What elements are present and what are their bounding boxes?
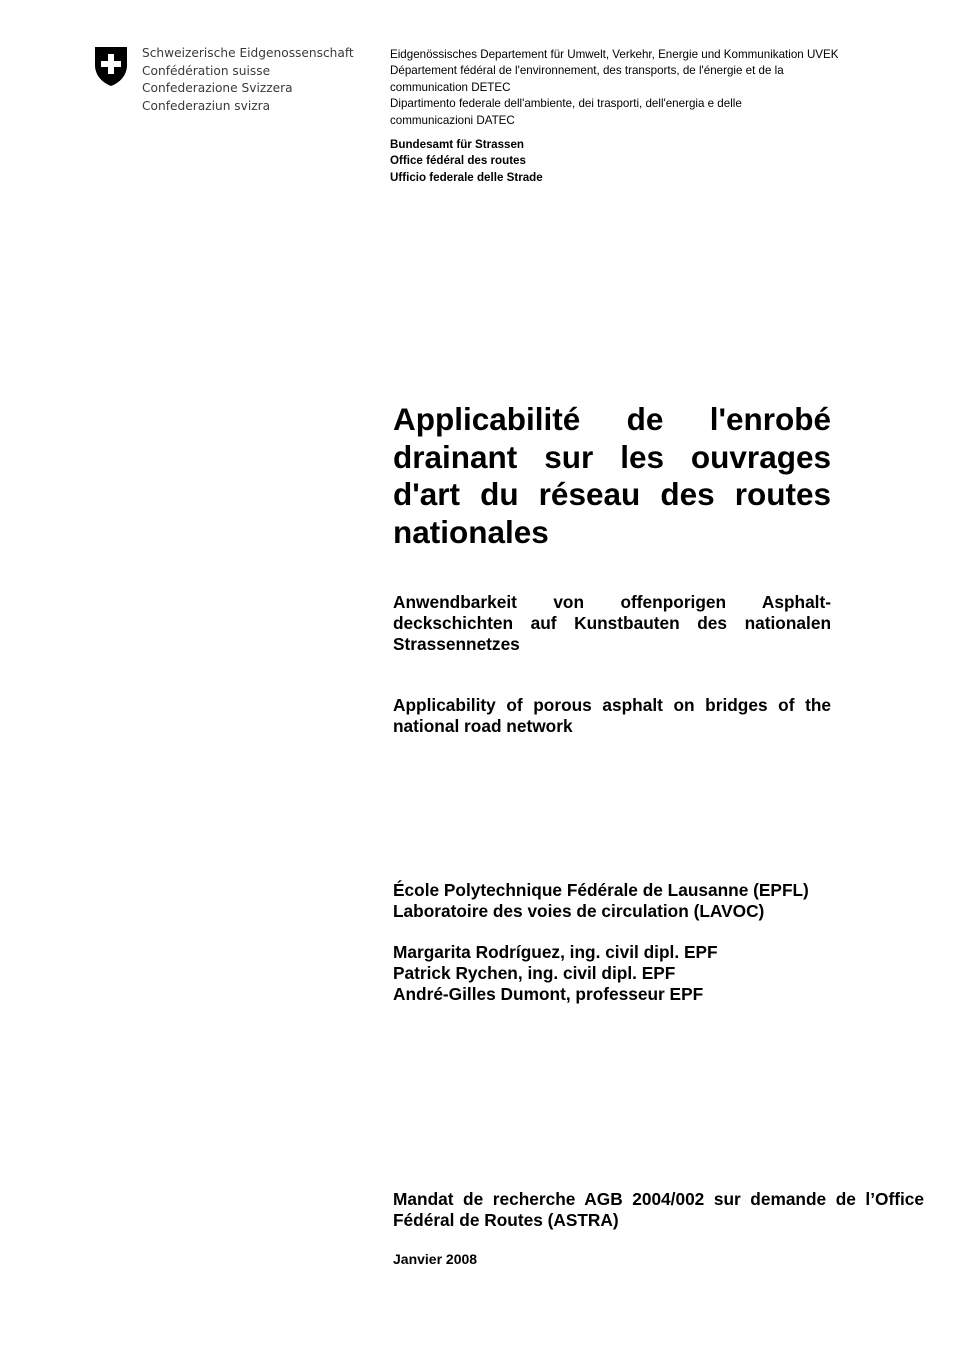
- department-line: Eidgenössisches Departement für Umwelt, Verkehr, Energie und Kommunikation UVEK: [390, 48, 839, 61]
- report-title: Applicabilité de l'enrobé drainant sur les ouvrages d'art du réseau des routes nationales: [393, 401, 831, 550]
- department-line: Dipartimento federale dell'ambiente, dei trasporti, dell'energia e delle: [390, 97, 742, 111]
- institution-name: École Polytechnique Fédérale de Lausanne (EPFL): [393, 880, 809, 900]
- authors-list: [393, 942, 718, 1004]
- office-block: [390, 137, 543, 186]
- confederation-names: [142, 45, 354, 115]
- department-line: Département fédéral de l'environnement, des transports, de l'énergie et de la: [390, 64, 784, 78]
- author: Patrick Rychen, ing. civil dipl. EPF: [393, 962, 676, 983]
- office-name-de: Bundesamt für Strassen: [390, 138, 525, 151]
- publication-date: Janvier 2008: [393, 1251, 478, 1267]
- department-block: [390, 47, 910, 129]
- confederation-name-it: Confederazione Svizzera: [142, 81, 293, 96]
- office-name-fr: Office fédéral des routes: [390, 154, 526, 168]
- confederation-name-de: Schweizerische Eidgenossenschaft: [142, 46, 354, 60]
- office-name-it: Ufficio federale delle Strade: [390, 170, 543, 184]
- swiss-crest-icon: [93, 45, 129, 87]
- institution-block: [393, 880, 809, 922]
- research-mandate: Mandat de recherche AGB 2004/002 sur demande de l’Office Fédéral de Routes (ASTRA): [393, 1189, 924, 1230]
- department-line: communicazioni DATEC: [390, 113, 515, 127]
- confederation-name-fr: Confédération suisse: [142, 63, 271, 78]
- department-line: communication DETEC: [390, 80, 511, 94]
- laboratory-name: Laboratoire des voies de circulation (LAVOC): [393, 900, 765, 921]
- confederation-name-rm: Confederaziun svizra: [142, 98, 271, 113]
- author: André-Gilles Dumont, professeur EPF: [393, 983, 704, 1004]
- german-subtitle: Anwendbarkeit von offenporigen Asphalt-deckschichten auf Kunstbauten des nationalen Strassennetzes: [393, 592, 831, 654]
- author: Margarita Rodríguez, ing. civil dipl. EPF: [393, 942, 718, 962]
- english-subtitle: Applicability of porous asphalt on bridges of the national road network: [393, 695, 831, 736]
